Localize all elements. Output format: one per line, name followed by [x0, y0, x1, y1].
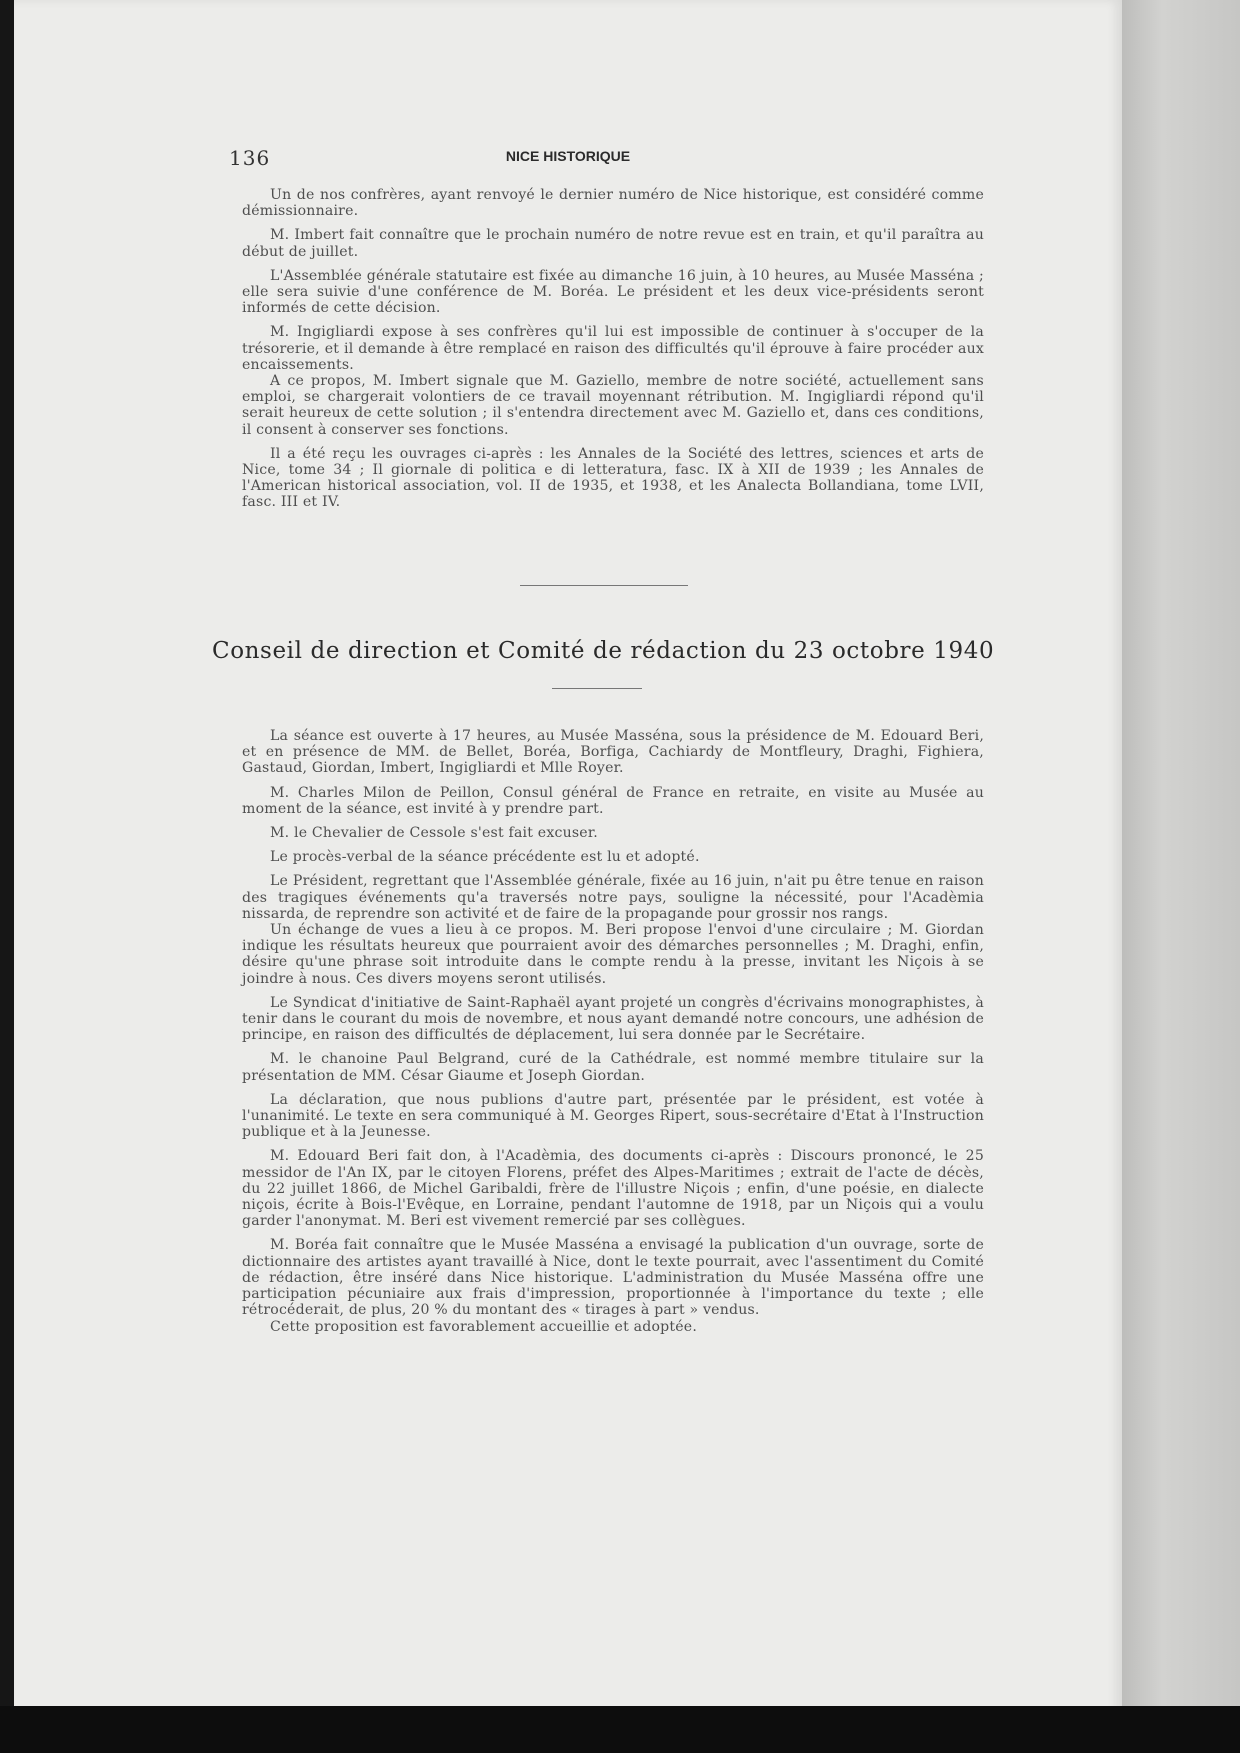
paragraph: Le Syndicat d'initiative de Saint-Raphaël ayant projeté un congrès d'écrivains monographistes, à tenir dans le courant du mois de novembre, et nous ayant demandé notre concours, une adhésion de principe, en raison des difficultés de déplacement, lui sera donnée par le Secrétaire. — [242, 994, 984, 1044]
paragraph: M. le Chevalier de Cessole s'est fait excuser. — [270, 825, 598, 842]
title-underline-rule — [552, 688, 642, 689]
paragraph: La déclaration, que nous publions d'autre part, présentée par le président, est votée à l'unanimité. Le texte en sera communiqué à M. Georges Ripert, sous-secrétaire d'Etat à l'Instruction publique et à la Jeunesse. — [242, 1091, 984, 1141]
page-number: 136 — [229, 146, 271, 170]
top-text-block — [242, 187, 984, 511]
page-header — [14, 146, 1122, 170]
paragraph: Il a été reçu les ouvrages ci-après : les Annales de la Société des lettres, sciences et arts de Nice, tome 34 ; Il giornale di politica e di letteratura, fasc. IX à XII de 1939 ; les Annales de l'American historical association, vol. II de 1935, et 1938, et les Analecta Bollandiana, tome LVII, fasc. III et IV. — [242, 445, 984, 511]
paragraph: Le Président, regrettant que l'Assemblée générale, fixée au 16 juin, n'ait pu être tenue en raison des tragiques événements qu'a traversés notre pays, souligne la nécessité, pour l'Acadèmia nissarda, de reprendre son activité et de faire de la propagande pour grossir nos rangs. — [242, 873, 984, 922]
minutes-text-block — [242, 728, 984, 1335]
paragraph: M. le chanoine Paul Belgrand, curé de la Cathédrale, est nommé membre titulaire sur la présentation de MM. César Giaume et Joseph Giordan. — [242, 1051, 984, 1084]
page-sheet — [14, 0, 1122, 1753]
paragraph: M. Edouard Beri fait don, à l'Acadèmia, des documents ci-après : Discours prononcé, le 25 messidor de l'An IX, par le citoyen Florens, préfet des Alpes-Maritimes ; extrait de l'acte de décès, du 22 juillet 1866, de Michel Garibaldi, frère de l'illustre Niçois ; enfin, d'une poésie, en dialecte niçois, écrite à Bois-l'Evêque, en Lorraine, pendant l'automne de 1918, par un Niçois qui a voulu garder l'anonymat. M. Beri est vivement remercié par ses collègues. — [242, 1148, 984, 1230]
paragraph: M. Ingigliardi expose à ses confrères qu'il lui est impossible de continuer à s'occuper de la trésorerie, et il demande à être remplacé en raison des difficultés qu'il éprouve à faire procéder aux encaissements. — [242, 324, 984, 373]
paragraph: Le procès-verbal de la séance précédente est lu et adopté. — [270, 849, 700, 866]
paragraph: Cette proposition est favorablement accueillie et adoptée. — [270, 1318, 697, 1335]
paragraph: La séance est ouverte à 17 heures, au Musée Masséna, sous la présidence de M. Edouard Beri, et en présence de MM. de Bellet, Boréa, Borfiga, Cachiardy de Montfleury, Draghi, Fighiera, Gastaud, Giordan, Imbert, Ingigliardi et Mlle Royer. — [242, 728, 984, 777]
paragraph: Un échange de vues a lieu à ce propos. M. Beri propose l'envoi d'une circulaire ; M. Giordan indique les résultats heureux que pourraient avoir des démarches personnelles ; M. Draghi, enfin, désire qu'une phrase soit introduite dans le compte rendu à la presse, invitant les Niçois à se joindre à nous. Ces divers moyens seront utilisés. — [242, 922, 984, 987]
running-title: NICE HISTORIQUE — [505, 148, 631, 164]
adjacent-page-edge — [1110, 0, 1240, 1753]
paragraph: L'Assemblée générale statutaire est fixée au dimanche 16 juin, à 10 heures, au Musée Masséna ; elle sera suivie d'une conférence de M. Boréa. Le président et les deux vice-présidents seront informés de cette décision. — [242, 267, 984, 317]
separator-rule — [520, 585, 688, 586]
paragraph: Un de nos confrères, ayant renvoyé le dernier numéro de Nice historique, est considéré comme démissionnaire. — [242, 187, 984, 220]
paragraph: M. Imbert fait connaître que le prochain numéro de notre revue est en train, et qu'il paraîtra au début de juillet. — [242, 227, 984, 260]
scan-bottom-border — [0, 1706, 1240, 1753]
paragraph: M. Charles Milon de Peillon, Consul général de France en retraite, en visite au Musée au moment de la séance, est invité à y prendre part. — [242, 784, 984, 817]
section-title: Conseil de direction et Comité de rédaction du 23 octobre 1940 — [212, 638, 995, 664]
paragraph: A ce propos, M. Imbert signale que M. Gaziello, membre de notre société, actuellement sans emploi, se chargerait volontiers de ce travail moyennant rétribution. M. Ingigliardi répond qu'il serait heureux de cette solution ; il s'entendra directement avec M. Gaziello et, dans ces conditions, il consent à conserver ses fonctions. — [242, 373, 984, 438]
paragraph: M. Boréa fait connaître que le Musée Masséna a envisagé la publication d'un ouvrage, sorte de dictionnaire des artistes ayant travaillé à Nice, dont le texte pourrait, avec l'assentiment du Comité de rédaction, être inséré dans Nice historique. L'administration du Musée Masséna offre une participation pécuniaire aux frais d'impression, proportionnée à l'importance du texte ; elle rétrocéderait, de plus, 20 % du montant des « tirages à part » vendus. — [242, 1237, 984, 1319]
